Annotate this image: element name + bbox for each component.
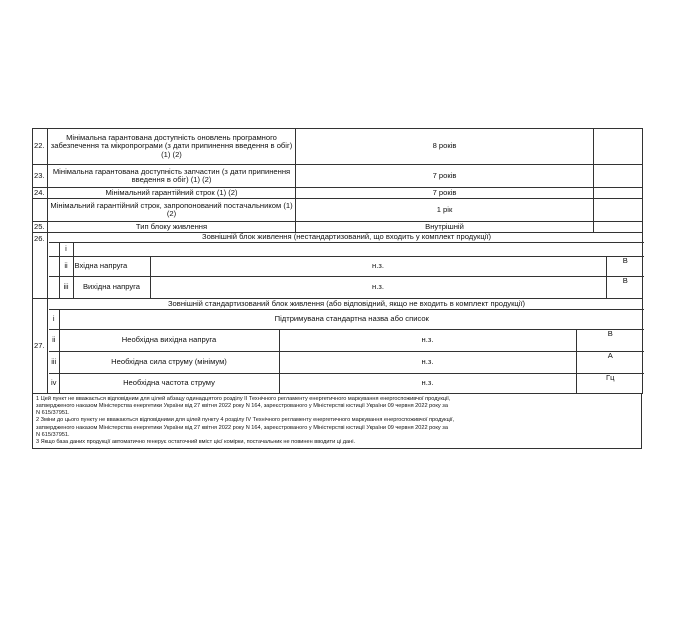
item-value: н.з. [150, 276, 606, 298]
row-label: Мінімальна гарантована доступність оновлень програмного забезпечення та мікропрограми (з дати припинення введення в обіг) (1) (2) [48, 129, 296, 165]
footnote-1-ref: N 615/37951. [36, 410, 70, 417]
external-psu-group [48, 233, 643, 299]
item-unit: В [606, 276, 644, 298]
footnote-2-ref: N 615/37951. [36, 431, 70, 438]
table-row-27 [33, 299, 643, 394]
spacer-cell [49, 256, 59, 276]
row-unit [594, 129, 643, 165]
footnote-2: 2 Зміни до цього пункту не вважаються відповідними для цілей пункту 4 розділу IV Технічного регламенту енергетичного маркування енергоспоживчої продукції, [36, 417, 455, 424]
row-label: Мінімальний гарантійний строк (1) (2) [48, 188, 296, 199]
item-unit: А [576, 351, 644, 373]
item-label [73, 242, 644, 256]
row-value: 7 років [296, 165, 594, 188]
item-label: Необхідна частота струму [59, 373, 279, 393]
item-unit: Гц [576, 373, 644, 393]
item-index: ii [59, 256, 73, 276]
table-row-25 [33, 222, 643, 233]
footnote-3: 3 Якщо база даних продукції автоматично генерує остаточний вміст цієї комірки, постачальник не повинен вводити ці дані. [36, 438, 356, 445]
row-value: 1 рік [296, 199, 594, 222]
row-unit [594, 222, 643, 233]
standard-psu-subtable [49, 299, 644, 393]
row-unit [594, 188, 643, 199]
row-number: 23. [33, 165, 48, 188]
item-label: Вхідна напруга [73, 256, 150, 276]
item-value: н.з. [150, 256, 606, 276]
item-label: Необхідна сила струму (мінімум) [59, 351, 279, 373]
product-info-sheet [32, 128, 642, 449]
row-number: 24. [33, 188, 48, 199]
table-row-22 [33, 129, 643, 165]
table-row-24 [33, 188, 643, 199]
row-number: 22. [33, 129, 48, 165]
row-number: 26. [33, 233, 48, 299]
item-index: iii [49, 351, 59, 373]
item-unit: В [576, 329, 644, 351]
item-index: iii [59, 276, 73, 298]
item-index: iv [49, 373, 59, 393]
item-index: i [59, 242, 73, 256]
item-label: Підтримувана стандартна назва або список [59, 309, 644, 329]
table-row-23 [33, 165, 643, 188]
item-unit: В [606, 256, 644, 276]
item-index: i [49, 309, 59, 329]
row-number: 25. [33, 222, 48, 233]
product-table [32, 128, 643, 394]
row-number [33, 199, 48, 222]
row-number: 27. [33, 299, 48, 394]
item-index: ii [49, 329, 59, 351]
row-label: Тип блоку живлення [48, 222, 296, 233]
row-value: Внутрішній [296, 222, 594, 233]
item-value: н.з. [279, 329, 576, 351]
table-row-24b [33, 199, 643, 222]
group-header: Зовнішній стандартизований блок живлення (або відповідний, якщо не входить в комплект продукції) [49, 299, 644, 309]
row-label: Мінімальна гарантована доступність запчастин (з дати припинення введення в обіг) (1) (2) [48, 165, 296, 188]
row-value: 7 років [296, 188, 594, 199]
item-label: Необхідна вихідна напруга [59, 329, 279, 351]
item-label: Вихідна напруга [73, 276, 150, 298]
spacer-cell [49, 276, 59, 298]
row-unit [594, 165, 643, 188]
row-label: Мінімальний гарантійний строк, запропонований постачальником (1) (2) [48, 199, 296, 222]
item-value: н.з. [279, 351, 576, 373]
table-row-26 [33, 233, 643, 299]
footnote-2-cont: затвердженого наказом Міністерства енергетики України від 27 квітня 2022 року N 164, зареєстрованого у Міністерстві юстиції України 09 червня 2022 року за [36, 424, 448, 431]
external-psu-subtable [49, 233, 644, 298]
footnotes [32, 394, 642, 449]
spacer-cell [49, 242, 59, 256]
group-header: Зовнішній блок живлення (нестандартизований, що входить у комплект продукції) [49, 233, 644, 242]
footnote-1-cont: затвердженого наказом Міністерства енергетики України від 27 квітня 2022 року N 164, зареєстрованого у Міністерстві юстиції України 09 червня 2022 року за [36, 403, 448, 410]
row-value: 8 років [296, 129, 594, 165]
item-value: н.з. [279, 373, 576, 393]
row-unit [594, 199, 643, 222]
footnote-1: 1 Цей пункт не вважається відповідним для цілей абзацу одинадцятого розділу II Технічного регламенту енергетичного маркування енергоспоживчої продукції, [36, 396, 451, 402]
standard-psu-group [48, 299, 643, 394]
